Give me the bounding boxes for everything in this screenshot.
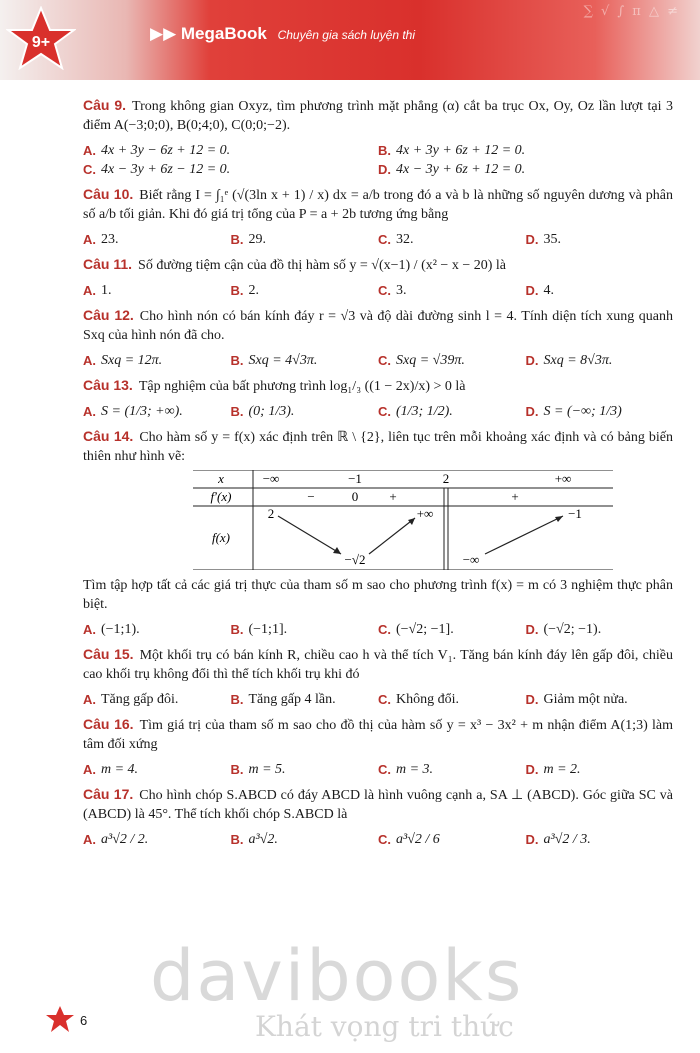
option-a	[83, 830, 231, 849]
option-letter: A.	[83, 692, 96, 707]
option-letter: B.	[230, 622, 244, 637]
option-d	[378, 160, 673, 179]
x-value: 2	[442, 471, 450, 486]
option-c	[378, 281, 526, 300]
option-text: (0; 1/3).	[248, 404, 295, 419]
option-c	[378, 760, 526, 779]
f-value: −√2	[344, 552, 366, 567]
options	[83, 402, 673, 421]
option-b	[231, 760, 379, 779]
fp-sign: +	[389, 489, 397, 504]
option-text: 4x − 3y + 6z − 12 = 0.	[101, 162, 231, 177]
row-f-label: f(x)	[211, 530, 231, 545]
question-label: Câu 13.	[83, 377, 133, 393]
option-a	[83, 351, 231, 370]
option-text: 4x + 3y − 6z + 12 = 0.	[101, 143, 231, 158]
option-text: (1/3; 1/2).	[396, 404, 453, 419]
option-letter: C.	[378, 832, 391, 847]
option-text: Tăng gấp đôi.	[101, 692, 179, 707]
option-b	[231, 351, 379, 370]
option-a	[83, 760, 231, 779]
option-letter: C.	[378, 692, 391, 707]
option-b	[231, 402, 379, 421]
question-17	[83, 785, 673, 849]
option-text: 29.	[248, 232, 266, 247]
option-text: a³√2 / 2.	[101, 832, 149, 847]
option-letter: B.	[230, 832, 244, 847]
question-label: Câu 12.	[83, 307, 134, 323]
options	[83, 620, 673, 639]
question-text: Trong không gian Oxyz, tìm phương trình mặt phẳng (α) cắt ba trục Ox, Oy, Oz lần lượt tại 3 điểm A(−3;0;0), B(0;4;0), C(0;0;−2).	[83, 99, 674, 133]
variation-table	[193, 470, 613, 570]
option-letter: B.	[378, 143, 391, 158]
option-text: a³√2 / 3.	[543, 832, 591, 847]
option-text: S = (−∞; 1/3)	[543, 404, 622, 419]
option-text: Giảm một nửa.	[543, 692, 628, 707]
fp-sign: −	[307, 489, 315, 504]
question-text-continued: Tìm tập hợp tất cả các giá trị thực của tham số m sao cho phương trình f(x) = m có 3 nghiệm thực phân biệt.	[83, 578, 673, 612]
option-text: 3.	[396, 283, 407, 298]
option-text: 4x − 3y + 6z + 12 = 0.	[396, 162, 526, 177]
option-letter: C.	[378, 232, 391, 247]
options	[83, 351, 673, 370]
option-b	[231, 281, 379, 300]
option-text: Sxq = 8√3π.	[543, 353, 613, 368]
option-text: 35.	[543, 232, 561, 247]
f-value: −∞	[462, 552, 480, 567]
f-value: +∞	[416, 506, 434, 521]
option-letter: A.	[83, 283, 96, 298]
option-text: (−1;1].	[248, 622, 288, 637]
question-label: Câu 9.	[83, 97, 127, 113]
option-text: 1.	[101, 283, 112, 298]
question-16	[83, 715, 673, 779]
brand-tagline: Chuyên gia sách luyện thi	[277, 28, 416, 42]
option-b	[231, 690, 379, 709]
option-letter: D.	[525, 404, 539, 419]
option-a	[83, 620, 231, 639]
question-label: Câu 16.	[83, 716, 134, 732]
option-letter: D.	[525, 832, 539, 847]
option-letter: A.	[83, 232, 96, 247]
option-b	[231, 620, 379, 639]
option-a	[83, 141, 378, 160]
option-letter: D.	[525, 283, 539, 298]
option-d	[526, 281, 674, 300]
option-c	[378, 620, 526, 639]
question-11	[83, 255, 673, 300]
option-text: m = 3.	[396, 762, 434, 777]
option-text: 4x + 3y + 6z + 12 = 0.	[396, 143, 526, 158]
option-letter: C.	[378, 353, 391, 368]
question-9	[83, 96, 673, 179]
option-letter: A.	[83, 143, 96, 158]
option-letter: B.	[230, 232, 244, 247]
option-c	[378, 690, 526, 709]
x-value: −∞	[262, 471, 280, 486]
option-text: 4.	[543, 283, 554, 298]
option-c	[378, 830, 526, 849]
option-letter: D.	[378, 162, 391, 177]
option-d	[526, 690, 674, 709]
option-d	[526, 620, 674, 639]
option-text: (−√2; −1].	[396, 622, 454, 637]
question-14	[83, 427, 673, 639]
question-text: Biết rằng I = ∫₁ᵉ (√(3ln x + 1) / x) dx = a/b trong đó a và b là những số nguyên dương và phân số a/b tối giản. Khi đó giá trị tổng của P = a + 2b tương ứng bằng	[83, 188, 673, 222]
option-d	[526, 351, 674, 370]
x-value: −1	[348, 471, 362, 486]
option-letter: A.	[83, 832, 96, 847]
option-letter: B.	[230, 283, 244, 298]
option-letter: D.	[525, 622, 539, 637]
option-d	[526, 230, 674, 249]
f-value: −1	[568, 506, 582, 521]
option-letter: A.	[83, 404, 96, 419]
option-b	[231, 830, 379, 849]
option-a	[83, 281, 231, 300]
question-12	[83, 306, 673, 370]
options	[83, 230, 673, 249]
option-text: a³√2.	[248, 832, 278, 847]
question-13	[83, 376, 673, 421]
question-label: Câu 11.	[83, 256, 133, 272]
brand-name: MegaBook	[180, 24, 267, 43]
f-value: 2	[267, 506, 275, 521]
option-b	[231, 230, 379, 249]
question-label: Câu 17.	[83, 786, 134, 802]
options	[83, 760, 673, 779]
row-x-label: x	[218, 471, 224, 486]
question-text: Cho hình chóp S.ABCD có đáy ABCD là hình vuông cạnh a, SA ⊥ (ABCD). Góc giữa SC và (ABCD) là 45°. Thể tích khối chóp S.ABCD là	[83, 788, 673, 822]
option-text: (−√2; −1).	[543, 622, 602, 637]
option-text: Sxq = √39π.	[396, 353, 465, 368]
brand-logo-icon: ▶▶	[150, 24, 177, 43]
increase-arrow	[369, 518, 415, 554]
question-15	[83, 645, 673, 709]
header-math-decoration: ∑ √ ∫ π △ ≠	[583, 4, 680, 19]
option-b	[378, 141, 673, 160]
option-text: Sxq = 12π.	[101, 353, 163, 368]
option-letter: A.	[83, 353, 96, 368]
option-text: 2.	[248, 283, 259, 298]
options	[83, 830, 673, 849]
option-letter: B.	[230, 404, 244, 419]
option-text: Không đổi.	[396, 692, 459, 707]
option-a	[83, 402, 231, 421]
option-text: m = 4.	[101, 762, 139, 777]
questions-content	[83, 96, 673, 855]
fp-sign: 0	[351, 489, 359, 504]
question-label: Câu 14.	[83, 428, 134, 444]
brand	[150, 24, 415, 44]
option-text: S = (1/3; +∞).	[101, 404, 183, 419]
option-d	[526, 402, 674, 421]
decrease-arrow	[278, 516, 341, 554]
options	[83, 690, 673, 709]
question-text: Số đường tiệm cận của đồ thị hàm số y = √(x−1) / (x² − x − 20) là	[138, 258, 506, 273]
option-text: 23.	[101, 232, 119, 247]
option-c	[378, 230, 526, 249]
option-c	[83, 160, 378, 179]
option-d	[526, 830, 674, 849]
option-text: Sxq = 4√3π.	[248, 353, 318, 368]
option-letter: B.	[230, 692, 244, 707]
option-text: m = 2.	[543, 762, 581, 777]
question-text: Cho hình nón có bán kính đáy r = √3 và độ dài đường sinh l = 4. Tính diện tích xung quanh Sxq của hình nón đã cho.	[83, 309, 673, 343]
question-text: Tập nghiệm của bất phương trình log₁/₃ ((1 − 2x)/x) > 0 là	[138, 379, 466, 394]
option-letter: A.	[83, 762, 96, 777]
fp-sign: +	[511, 489, 519, 504]
x-value: +∞	[554, 471, 572, 486]
question-label: Câu 15.	[83, 646, 134, 662]
option-text: (−1;1).	[101, 622, 140, 637]
watermark-brand: davibooks	[150, 935, 524, 1017]
options	[83, 281, 673, 300]
option-d	[526, 760, 674, 779]
watermark-slogan: Khát vọng tri thức	[255, 1010, 514, 1043]
option-letter: C.	[378, 622, 391, 637]
options	[83, 141, 673, 179]
option-letter: C.	[378, 404, 391, 419]
question-text: Một khối trụ có bán kính R, chiều cao h và thể tích V₁. Tăng bán kính đáy lên gấp đôi, chiều cao khối trụ không đổi thì thể tích khối trụ khi đó	[83, 648, 673, 682]
option-text: a³√2 / 6	[396, 832, 440, 847]
option-letter: D.	[525, 692, 539, 707]
option-text: m = 5.	[248, 762, 286, 777]
option-letter: D.	[525, 232, 539, 247]
question-text: Cho hàm số y = f(x) xác định trên ℝ \ {2}, liên tục trên mỗi khoảng xác định và có bảng biến thiên như hình vẽ:	[83, 430, 673, 464]
option-a	[83, 690, 231, 709]
page-header	[0, 0, 700, 80]
option-letter: A.	[83, 622, 96, 637]
question-label: Câu 10.	[83, 186, 134, 202]
option-text: Tăng gấp 4 lần.	[248, 692, 336, 707]
increase-arrow	[485, 516, 563, 554]
row-fp-label: f′(x)	[210, 489, 232, 504]
question-10	[83, 185, 673, 249]
footer-star-icon	[45, 1005, 75, 1033]
option-letter: C.	[83, 162, 96, 177]
option-letter: D.	[525, 353, 539, 368]
option-c	[378, 351, 526, 370]
option-letter: C.	[378, 762, 391, 777]
page-number: 6	[80, 1013, 88, 1028]
question-text: Tìm giá trị của tham số m sao cho đồ thị của hàm số y = x³ − 3x² + m nhận điểm A(1;3) làm tâm đối xứng	[83, 718, 673, 752]
badge-text: 9+	[31, 34, 51, 51]
option-c	[378, 402, 526, 421]
star-badge-icon	[6, 6, 76, 70]
option-text: 32.	[396, 232, 414, 247]
option-letter: B.	[230, 762, 244, 777]
option-a	[83, 230, 231, 249]
option-letter: D.	[525, 762, 539, 777]
option-letter: B.	[230, 353, 244, 368]
option-letter: C.	[378, 283, 391, 298]
